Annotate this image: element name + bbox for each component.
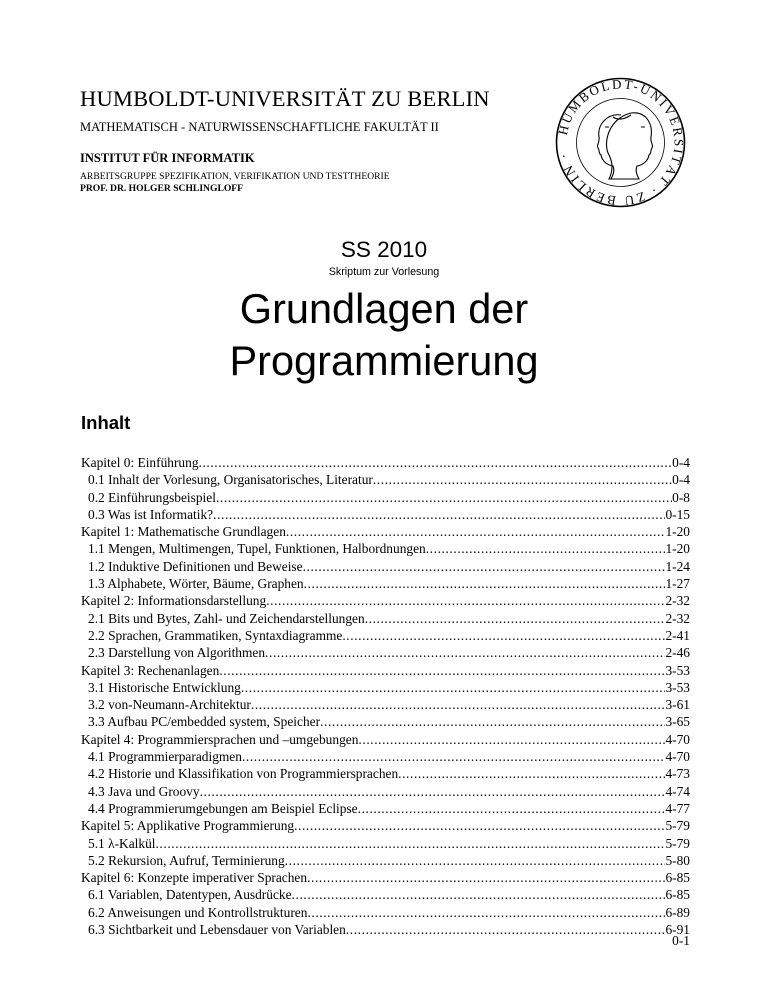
toc-entry-label: 5.1 λ-Kalkül	[88, 835, 156, 851]
toc-entry-label: 2.3 Darstellung von Algorithmen	[88, 645, 266, 661]
toc-section-entry[interactable]	[81, 610, 690, 627]
toc-entry-page: 1-24	[665, 558, 690, 574]
toc-dot-leader	[216, 489, 672, 506]
toc-section-entry[interactable]	[81, 765, 690, 782]
table-of-contents	[81, 454, 690, 938]
toc-entry-page: 2-32	[665, 610, 690, 626]
toc-dot-leader	[307, 869, 665, 886]
toc-entry-page: 0-8	[672, 489, 690, 505]
toc-dot-leader	[241, 679, 666, 696]
toc-section-entry[interactable]	[81, 835, 690, 852]
toc-chapter-entry[interactable]	[81, 731, 690, 748]
toc-entry-page: 2-46	[665, 645, 690, 661]
toc-entry-page: 3-53	[665, 679, 690, 695]
toc-entry-page: 6-85	[665, 870, 690, 886]
toc-dot-leader	[358, 731, 665, 748]
toc-entry-label: 2.1 Bits und Bytes, Zahl- und Zeichendarstellungen	[88, 610, 365, 626]
toc-dot-leader	[320, 713, 665, 730]
toc-entry-label: 3.1 Historische Entwicklung	[88, 679, 241, 695]
toc-entry-page: 4-70	[665, 749, 690, 765]
toc-chapter-entry[interactable]	[81, 592, 690, 609]
toc-section-entry[interactable]	[81, 471, 690, 488]
toc-heading: Inhalt	[81, 412, 131, 433]
title-line-2: Programmierung	[229, 337, 539, 384]
toc-entry-label: 6.2 Anweisungen und Kontrollstrukturen	[88, 904, 308, 920]
toc-entry-label: 0.2 Einführungsbeispiel	[88, 489, 216, 505]
toc-entry-label: Kapitel 1: Mathematische Grundlagen	[81, 524, 286, 540]
toc-dot-leader	[292, 886, 666, 903]
toc-entry-page: 2-32	[665, 593, 690, 609]
toc-dot-leader	[303, 558, 666, 575]
toc-entry-label: 0.3 Was ist Informatik?	[88, 506, 214, 522]
toc-section-entry[interactable]	[81, 852, 690, 869]
toc-entry-label: Kapitel 5: Applikative Programmierung	[81, 818, 295, 834]
toc-section-entry[interactable]	[81, 800, 690, 817]
toc-section-entry[interactable]	[81, 627, 690, 644]
toc-dot-leader	[251, 696, 666, 713]
toc-section-entry[interactable]	[81, 540, 690, 557]
toc-entry-label: 1.1 Mengen, Multimengen, Tupel, Funktionen, Halbordnungen	[88, 541, 426, 557]
toc-entry-page: 3-65	[665, 714, 690, 730]
toc-section-entry[interactable]	[81, 886, 690, 903]
toc-chapter-entry[interactable]	[81, 662, 690, 679]
toc-dot-leader	[285, 852, 666, 869]
toc-dot-leader	[373, 471, 672, 488]
toc-entry-page: 6-85	[665, 887, 690, 903]
toc-dot-leader	[199, 454, 673, 471]
toc-entry-label: 2.2 Sprachen, Grammatiken, Syntaxdiagramme	[88, 627, 343, 643]
toc-dot-leader	[342, 627, 665, 644]
toc-entry-page: 2-41	[665, 627, 690, 643]
toc-chapter-entry[interactable]	[81, 869, 690, 886]
toc-entry-page: 6-89	[665, 904, 690, 920]
research-group: ARBEITSGRUPPE SPEZIFIKATION, VERIFIKATION UND TESTTHEORIE	[80, 171, 390, 182]
university-seal-logo	[553, 75, 688, 210]
toc-dot-leader	[155, 835, 665, 852]
toc-dot-leader	[426, 540, 666, 557]
toc-section-entry[interactable]	[81, 506, 690, 523]
toc-dot-leader	[265, 644, 665, 661]
toc-entry-page: 1-20	[665, 541, 690, 557]
toc-entry-label: 4.3 Java und Groovy	[88, 783, 200, 799]
toc-chapter-entry[interactable]	[81, 523, 690, 540]
toc-entry-page: 4-74	[665, 783, 690, 799]
toc-section-entry[interactable]	[81, 679, 690, 696]
toc-dot-leader	[304, 575, 666, 592]
toc-dot-leader	[294, 817, 665, 834]
toc-dot-leader	[200, 783, 666, 800]
toc-entry-label: 1.3 Alphabete, Wörter, Bäume, Graphen	[88, 576, 304, 592]
toc-entry-page: 5-79	[665, 818, 690, 834]
toc-section-entry[interactable]	[81, 713, 690, 730]
toc-entry-page: 3-61	[665, 697, 690, 713]
document-subtitle: Skriptum zur Vorlesung	[328, 266, 440, 278]
toc-entry-label: 3.2 von-Neumann-Architektur	[88, 697, 251, 713]
document-title	[0, 283, 768, 387]
toc-entry-page: 0-4	[672, 472, 690, 488]
toc-dot-leader	[307, 904, 665, 921]
toc-dot-leader	[266, 592, 665, 609]
toc-dot-leader	[242, 748, 666, 765]
toc-entry-page: 0-15	[665, 506, 690, 522]
toc-entry-label: 5.2 Rekursion, Aufruf, Terminierung	[88, 852, 285, 868]
toc-section-entry[interactable]	[81, 696, 690, 713]
toc-entry-page: 4-70	[665, 731, 690, 747]
toc-section-entry[interactable]	[81, 575, 690, 592]
toc-entry-page: 5-79	[665, 835, 690, 851]
toc-entry-page: 3-53	[665, 662, 690, 678]
toc-chapter-entry[interactable]	[81, 817, 690, 834]
toc-entry-page: 1-20	[665, 524, 690, 540]
toc-entry-label: 0.1 Inhalt der Vorlesung, Organisatorisches, Literatur	[88, 472, 373, 488]
toc-dot-leader	[358, 800, 666, 817]
toc-entry-label: 4.1 Programmierparadigmen	[88, 749, 242, 765]
toc-entry-label: 6.1 Variablen, Datentypen, Ausdrücke	[88, 887, 292, 903]
toc-chapter-entry[interactable]	[81, 454, 690, 471]
professor-name: PROF. DR. HOLGER SCHLINGLOFF	[80, 183, 244, 194]
toc-entry-page: 4-73	[665, 766, 690, 782]
toc-entry-page: 1-27	[665, 576, 690, 592]
toc-dot-leader	[346, 921, 666, 938]
toc-entry-page: 6-91	[665, 922, 690, 938]
toc-section-entry[interactable]	[81, 489, 690, 506]
toc-dot-leader	[219, 662, 665, 679]
toc-dot-leader	[213, 506, 665, 523]
toc-entry-label: 4.2 Historie und Klassifikation von Programmiersprachen	[88, 766, 399, 782]
toc-entry-label: Kapitel 2: Informationsdarstellung	[81, 593, 267, 609]
toc-section-entry[interactable]	[81, 921, 690, 938]
toc-dot-leader	[286, 523, 666, 540]
toc-section-entry[interactable]	[81, 558, 690, 575]
toc-entry-label: 3.3 Aufbau PC/embedded system, Speicher	[88, 714, 321, 730]
title-line-1: Grundlagen der	[239, 285, 529, 332]
toc-section-entry[interactable]	[81, 748, 690, 765]
toc-dot-leader	[398, 765, 665, 782]
toc-entry-page: 0-4	[672, 455, 690, 470]
toc-section-entry[interactable]	[81, 904, 690, 921]
toc-entry-label: 4.4 Programmierumgebungen am Beispiel Eclipse	[88, 800, 358, 816]
university-name: HUMBOLDT-UNIVERSITÄT ZU BERLIN	[80, 86, 490, 111]
institute-name: INSTITUT FÜR INFORMATIK	[80, 151, 255, 165]
page-number: 0-1	[672, 933, 690, 948]
svg-text:HUMBOLDT-UNIVERSITÄT · ZU BERL: HUMBOLDT-UNIVERSITÄT · ZU BERLIN ·	[554, 76, 687, 209]
toc-entry-label: Kapitel 6: Konzepte imperativer Sprachen	[81, 870, 308, 886]
toc-dot-leader	[365, 610, 666, 627]
faculty-name: MATHEMATISCH - NATURWISSENSCHAFTLICHE FAKULTÄT II	[80, 120, 439, 134]
toc-section-entry[interactable]	[81, 644, 690, 661]
toc-entry-label: Kapitel 3: Rechenanlagen	[81, 662, 220, 678]
toc-entry-page: 5-80	[665, 852, 690, 868]
toc-entry-label: 6.3 Sichtbarkeit und Lebensdauer von Variablen	[88, 922, 346, 938]
toc-entry-page: 4-77	[665, 800, 690, 816]
toc-section-entry[interactable]	[81, 783, 690, 800]
toc-entry-label: 1.2 Induktive Definitionen und Beweise	[88, 558, 303, 574]
semester: SS 2010	[340, 237, 428, 262]
toc-entry-label: Kapitel 4: Programmiersprachen und –umgebungen	[81, 731, 359, 747]
toc-entry-label: Kapitel 0: Einführung	[81, 455, 199, 470]
